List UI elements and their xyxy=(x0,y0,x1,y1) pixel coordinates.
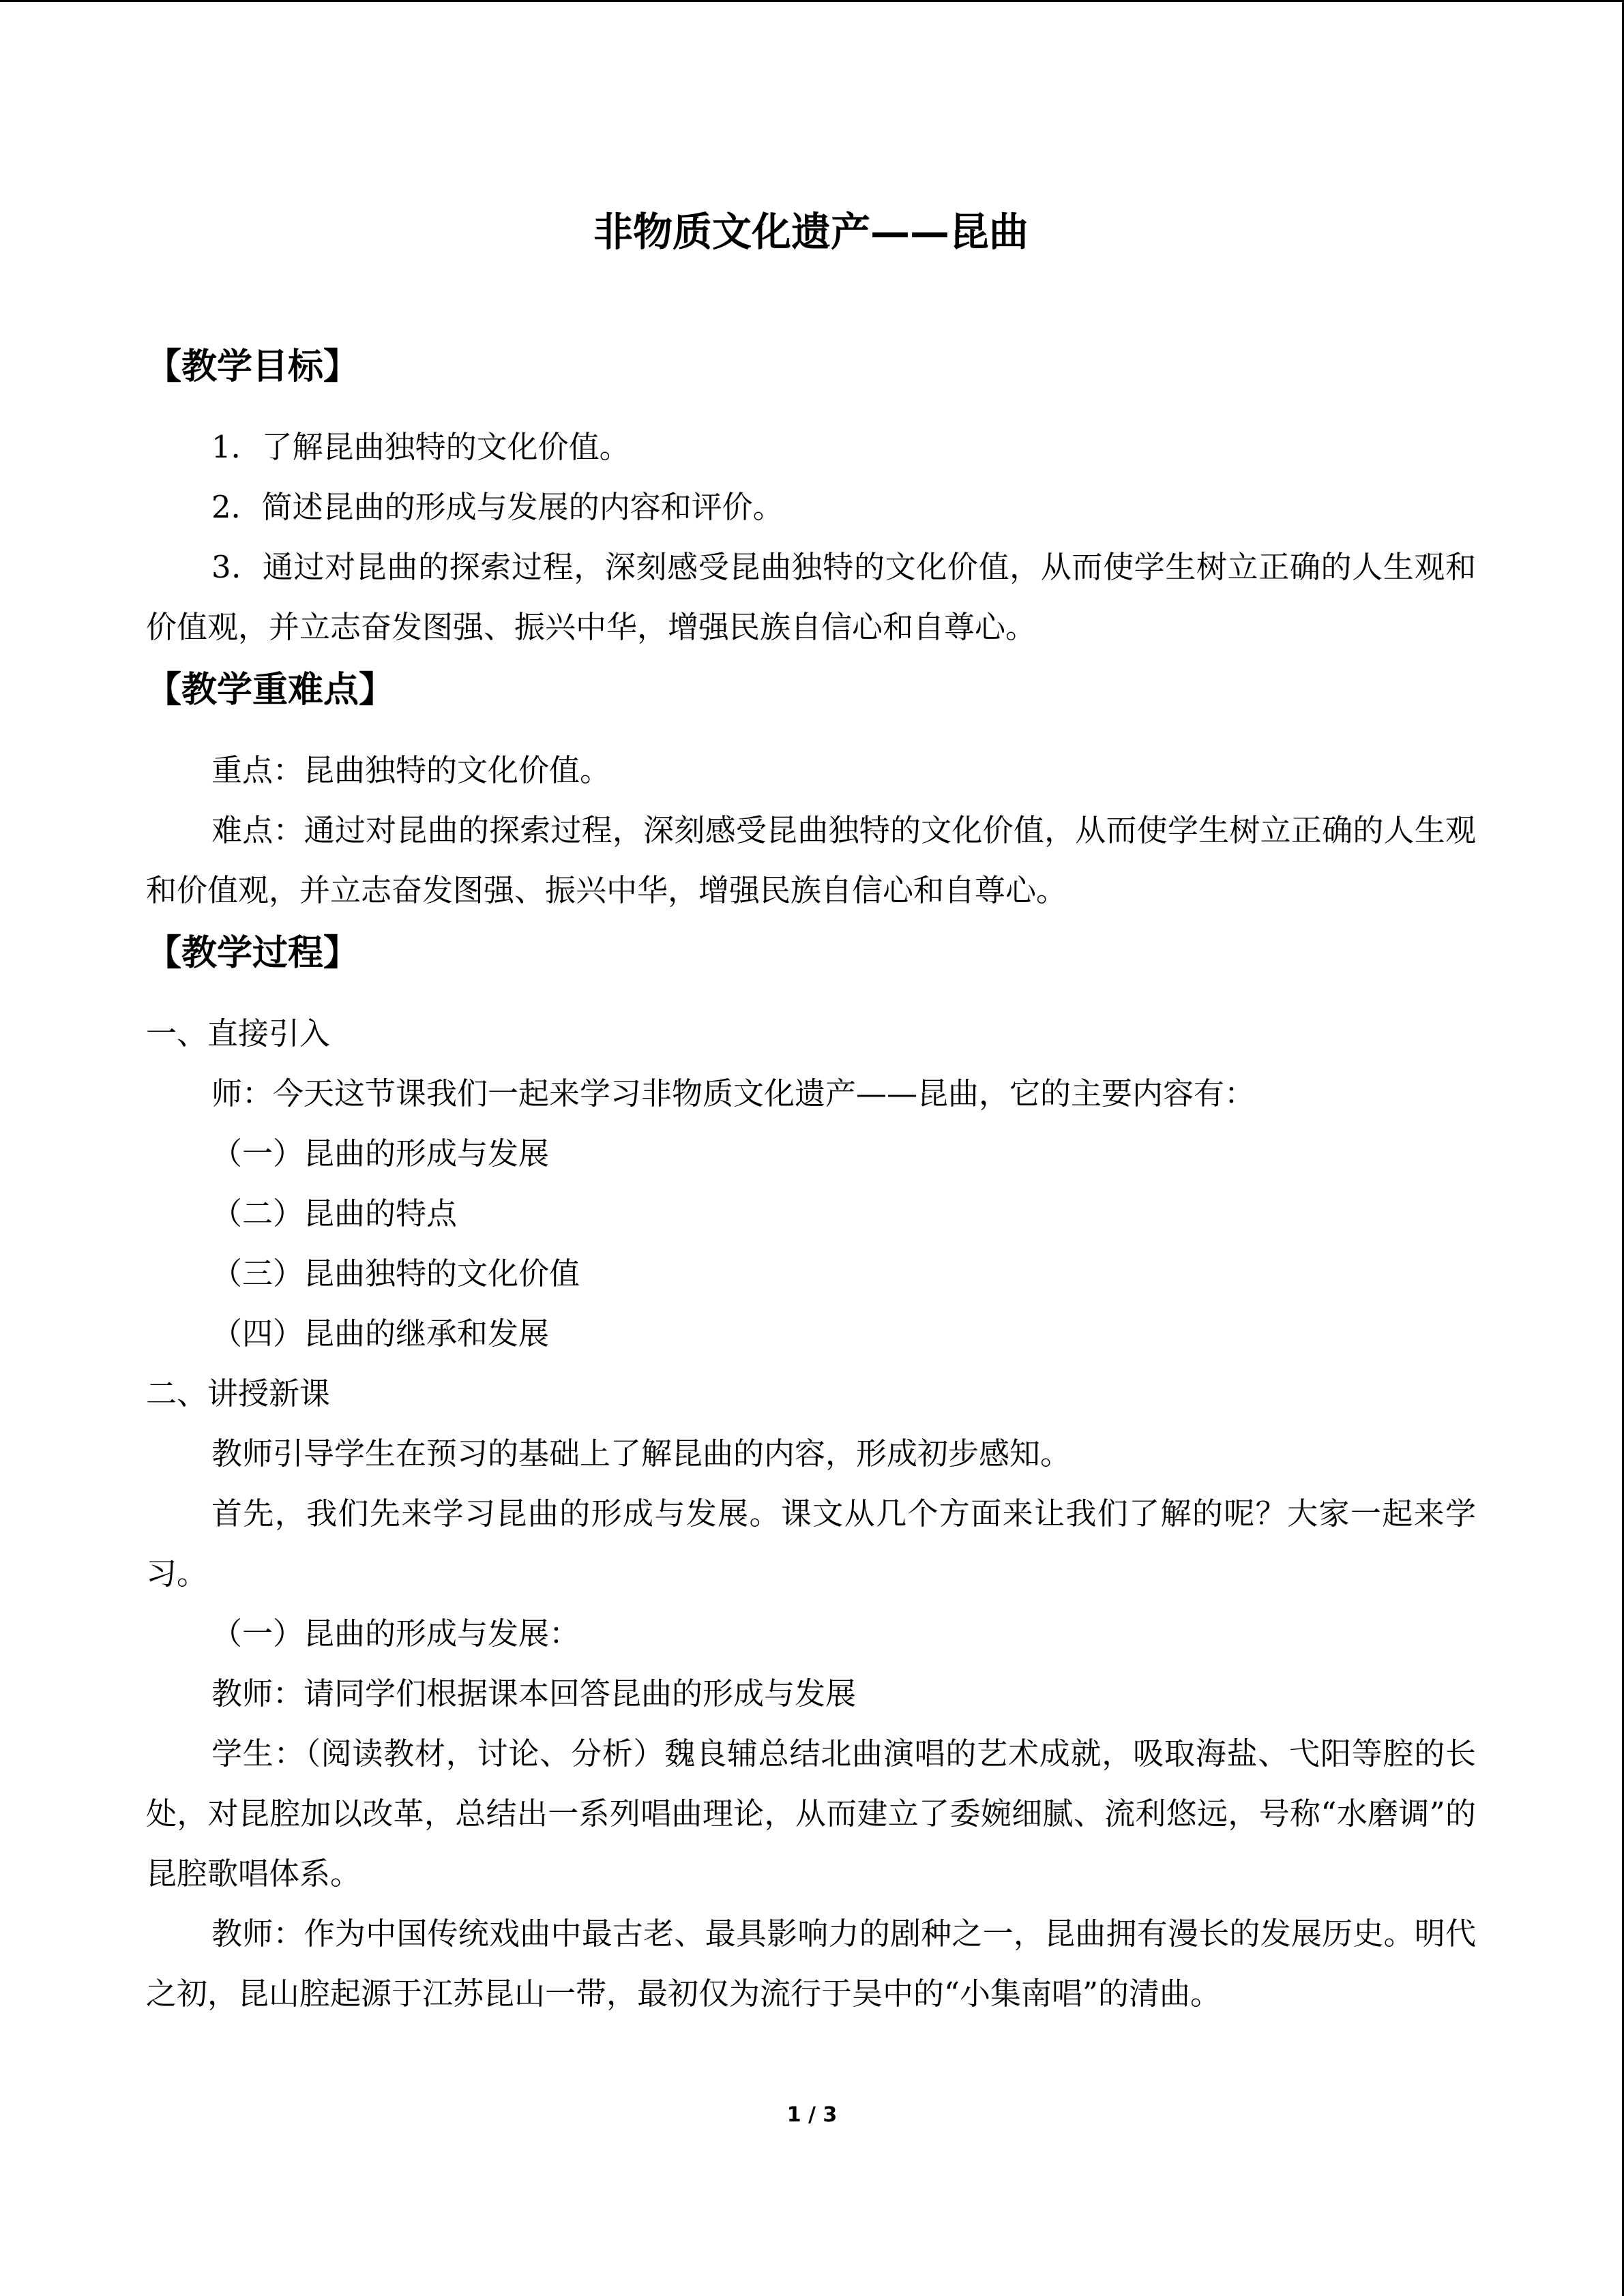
key-point-item: 重点：昆曲独特的文化价值。 xyxy=(211,752,611,788)
part2-paragraph-3: 教师：请同学们根据课本回答昆曲的形成与发展 xyxy=(211,1675,857,1712)
key-points-heading: 【教学重难点】 xyxy=(146,670,395,711)
part2-subheading: （一）昆曲的形成与发展： xyxy=(211,1615,580,1652)
key-points-section xyxy=(146,664,1476,921)
part2-paragraph-1: 教师引导学生在预习的基础上了解昆曲的内容，形成初步感知。 xyxy=(211,1435,1072,1472)
document-body xyxy=(146,205,1476,2024)
content-list-item-2: （二）昆曲的特点 xyxy=(211,1195,458,1232)
objectives-section xyxy=(146,341,1476,657)
objectives-heading: 【教学目标】 xyxy=(146,346,359,387)
content-list-item-4: （四）昆曲的继承和发展 xyxy=(211,1315,550,1352)
objective-item-1: 1．了解昆曲独特的文化价值。 xyxy=(211,429,630,465)
page-top-border xyxy=(0,0,1624,2)
difficult-point-item: 难点：通过对昆曲的探索过程，深刻感受昆曲独特的文化价值，从而使学生树立正确的人生观和价值观，并立志奋发图强、振兴中华，增强民族自信心和自尊心。 xyxy=(146,812,1476,908)
objective-item-2: 2．简述昆曲的形成与发展的内容和评价。 xyxy=(211,489,784,525)
part2-paragraph-5: 教师：作为中国传统戏曲中最古老、最具影响力的剧种之一，昆曲拥有漫长的发展历史。明代之初，昆山腔起源于江苏昆山一带，最初仅为流行于吴中的“小集南唱”的清曲。 xyxy=(146,1915,1476,2012)
process-section xyxy=(146,927,1476,2024)
part1-intro: 师：今天这节课我们一起来学习非物质文化遗产——昆曲，它的主要内容有： xyxy=(211,1075,1256,1112)
content-list-item-3: （三）昆曲独特的文化价值 xyxy=(211,1255,580,1292)
process-heading: 【教学过程】 xyxy=(146,933,359,974)
part2-paragraph-4: 学生：（阅读教材，讨论、分析）魏良辅总结北曲演唱的艺术成就，吸取海盐、弋阳等腔的长处，对昆腔加以改革，总结出一系列唱曲理论，从而建立了委婉细腻、流利悠远，号称“水磨调”的昆腔歌唱体系。 xyxy=(146,1735,1476,1892)
objective-item-3: 3．通过对昆曲的探索过程，深刻感受昆曲独特的文化价值，从而使学生树立正确的人生观和价值观，并立志奋发图强、振兴中华，增强民族自信心和自尊心。 xyxy=(146,549,1476,645)
page-number: 1 / 3 xyxy=(786,2103,838,2127)
document-title: 非物质文化遗产——昆曲 xyxy=(593,209,1029,255)
part2-paragraph-2: 首先，我们先来学习昆曲的形成与发展。课文从几个方面来让我们了解的呢？大家一起来学习。 xyxy=(146,1495,1476,1592)
part1-title: 一、直接引入 xyxy=(146,1015,331,1052)
part2-title: 二、讲授新课 xyxy=(146,1375,331,1412)
content-list-item-1: （一）昆曲的形成与发展 xyxy=(211,1135,550,1172)
